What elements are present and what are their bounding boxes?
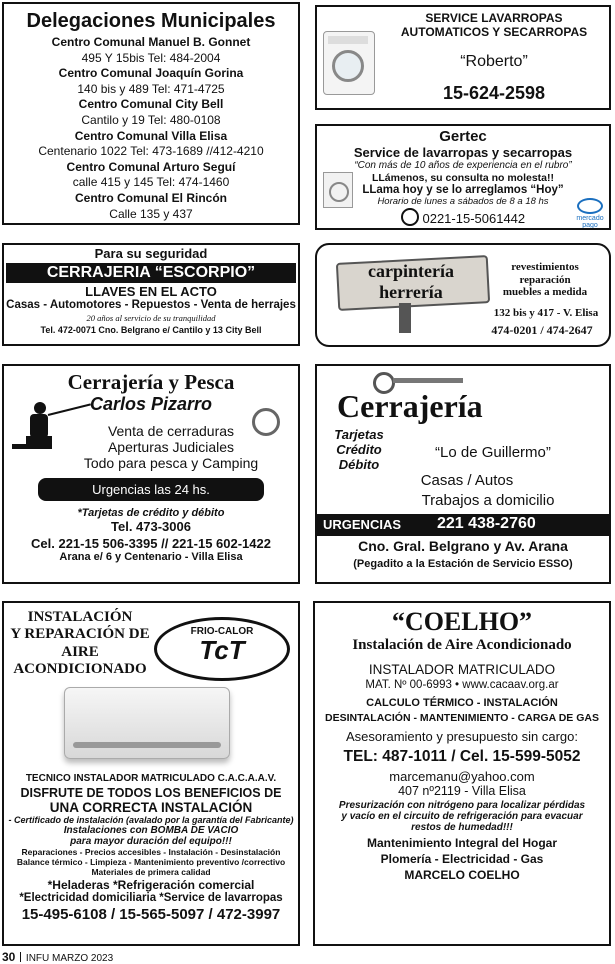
tct-line6: para mayor duración del equipo!!! <box>70 836 232 847</box>
pesca-ad <box>2 364 300 584</box>
pesca-title: Cerrajería y Pesca <box>67 370 235 394</box>
guillermo-urg-phone: 221 438-2760 <box>437 515 536 532</box>
tct-title-line: ACONDICIONADO <box>13 660 147 677</box>
guillermo-urgencias-bar <box>317 514 609 536</box>
pesca-cel: Cel. 221-15 506-3395 // 221-15 602-1422 <box>31 536 271 552</box>
gertec-tagline: “Con más de 10 años de experiencia en el rubro” <box>354 160 572 171</box>
escorpio-ad <box>2 243 300 346</box>
carpinteria-ad <box>315 243 611 347</box>
pesca-urgent: Urgencias las 24 hs. <box>38 478 264 501</box>
guillermo-cards <box>323 428 395 473</box>
guillermo-urg-label: URGENCIAS <box>323 517 402 532</box>
escorpio-line3: 20 años al servicio de su tranquilidad <box>86 313 216 323</box>
guillermo-line2: Trabajos a domicilio <box>421 492 555 509</box>
coelho-line7: Plomería - Electricidad - Gas <box>380 852 544 866</box>
lavarropas-line2: AUTOMATICOS Y SECARROPAS <box>400 24 588 39</box>
air-conditioner-icon <box>64 687 230 759</box>
pesca-service: Venta de cerraduras <box>107 423 235 439</box>
lavarropas-line1: SERVICE LAVARROPAS <box>425 11 563 25</box>
page-number: 30 <box>2 950 16 964</box>
coelho-note2: y vacío en el circuito de refrigeración para evacuar <box>341 811 583 822</box>
coelho-line2: MAT. Nº 00-6993 • www.cacaav.org.ar <box>365 679 559 691</box>
pesca-owner: Carlos Pizarro <box>89 394 213 414</box>
delegacion-name: Centro Comunal El Rincón <box>74 190 227 205</box>
keys-icon <box>252 408 280 436</box>
delegacion-detail: Calle 135 y 437 <box>109 206 193 221</box>
gertec-phone: 0221-15-5061442 <box>422 211 526 226</box>
tct-phones: 15-495-6108 / 15-565-5097 / 472-3997 <box>21 906 281 923</box>
lavarropas-name: “Roberto” <box>460 53 528 70</box>
lavarropas-phone: 15-624-2598 <box>442 83 546 103</box>
gertec-ad <box>315 124 611 230</box>
tct-logo-top: FRIO-CALOR <box>190 626 254 637</box>
guillermo-note: (Pegadito a la Estación de Servicio ESSO) <box>353 558 573 570</box>
washing-machine-icon <box>323 31 375 95</box>
guillermo-ad <box>315 364 611 584</box>
tct-line5: Instalaciones con BOMBA DE VACIO <box>63 825 239 836</box>
tct-title-line: AIRE <box>61 643 99 660</box>
guillermo-card: Débito <box>338 456 380 472</box>
coelho-email: marcemanu@yahoo.com <box>389 769 535 784</box>
keys-icon <box>373 370 463 390</box>
delegacion-detail: calle 415 y 145 Tel: 474-1460 <box>72 175 230 190</box>
page-footer <box>2 950 113 964</box>
coelho-ad <box>313 601 611 946</box>
coelho-phones: TEL: 487-1011 / Cel. 15-599-5052 <box>343 748 581 765</box>
gertec-line2: LLama hoy y se lo arreglamos “Hoy” <box>362 184 564 196</box>
guillermo-address: Cno. Gral. Belgrano y Av. Arana <box>358 538 568 554</box>
escorpio-top: Para su seguridad <box>94 246 208 261</box>
delegacion-name: Centro Comunal Villa Elisa <box>74 128 228 143</box>
coelho-line5: Asesoramiento y presupuesto sin cargo: <box>346 729 578 744</box>
carpinteria-phones: 474-0201 / 474-2647 <box>491 323 593 337</box>
tct-line1: TECNICO INSTALADOR MATRICULADO C.A.C.A.A.V. <box>25 773 277 784</box>
coelho-owner: MARCELO COELHO <box>404 868 520 882</box>
carpinteria-sign1: carpintería <box>368 261 454 281</box>
carpinteria-sign2: herrería <box>379 281 443 302</box>
delegacion-detail: Cantilo y 19 Tel: 480-0108 <box>81 112 221 127</box>
tct-title-line: INSTALACIÓN <box>27 609 133 625</box>
delegacion-name: Centro Comunal Arturo Seguí <box>66 159 236 174</box>
coelho-note1: Presurización con nitrógeno para localizar pérdidas <box>338 800 586 811</box>
coelho-subtitle: Instalación de Aire Acondicionado <box>352 637 572 653</box>
escorpio-banner: CERRAJERIA “ESCORPIO” <box>6 263 296 283</box>
carpinteria-service: revestimientos <box>511 261 579 273</box>
tct-title-line: Y REPARACIÓN DE <box>10 626 150 643</box>
guillermo-card: Crédito <box>336 441 382 457</box>
delegacion-name: Centro Comunal Joaquín Gorina <box>58 66 244 81</box>
gertec-hours: Horario de lunes a sábados de 8 a 18 hs <box>377 196 549 207</box>
tct-logo <box>154 617 290 681</box>
delegaciones-list <box>4 35 298 222</box>
pesca-service: Aperturas Judiciales <box>107 439 235 456</box>
tct-line8: Balance térmico - Limpieza - Mantenimiento preventivo /correctivo <box>16 857 286 867</box>
delegacion-name: Centro Comunal Manuel B. Gonnet <box>51 35 251 49</box>
tct-line11: *Electricidad domiciliaria *Service de lavarropas <box>19 892 283 904</box>
gertec-subtitle: Service de lavarropas y secarropas <box>353 145 573 160</box>
guillermo-card: Tarjetas <box>334 427 384 442</box>
pesca-tel: Tel. 473-3006 <box>111 519 191 535</box>
delegacion-detail: 140 bis y 489 Tel: 471-4725 <box>77 81 225 96</box>
tct-ad <box>2 601 300 946</box>
pesca-address: Arana e/ 6 y Centenario - Villa Elisa <box>59 551 243 564</box>
pesca-service: Todo para pesca y Camping <box>83 455 259 472</box>
whatsapp-icon <box>401 208 419 226</box>
tct-line3: UNA CORRECTA INSTALACIÓN <box>49 800 253 815</box>
coelho-address: 407 nº2119 - Villa Elisa <box>398 784 526 798</box>
tct-line2: DISFRUTE DE TODOS LOS BENEFICIOS DE <box>20 786 282 800</box>
coelho-line1: INSTALADOR MATRICULADO <box>368 662 556 677</box>
escorpio-line2: Casas - Automotores - Repuestos - Venta de herrajes <box>6 299 296 311</box>
gertec-title: Gertec <box>439 128 487 145</box>
tct-logo-main: TcT <box>199 635 245 665</box>
coelho-line4: DESINTALACIÓN - MANTENIMIENTO - CARGA DE GAS <box>325 712 599 724</box>
fisherman-icon <box>12 400 84 470</box>
gertec-phone-row <box>317 208 609 226</box>
carpinteria-services <box>485 261 605 299</box>
delegacion-detail: 495 Y 15bis Tel: 484-2004 <box>81 50 221 65</box>
footer-label: INFU MARZO 2023 <box>25 953 114 964</box>
delegaciones-ad <box>2 2 300 225</box>
guillermo-name: “Lo de Guillermo” <box>435 444 551 461</box>
coelho-line3: CALCULO TÉRMICO - INSTALACIÓN <box>366 697 558 709</box>
tct-line4: - Certificado de instalación (avalado por la garantía del Fabricante) <box>8 815 294 825</box>
coelho-note3: restos de humedad!!! <box>411 822 513 833</box>
gertec-washer-icon <box>323 172 353 208</box>
carpinteria-address: 132 bis y 417 - V. Elisa <box>493 307 599 319</box>
pesca-cards: *Tarjetas de crédito y débito <box>77 507 225 520</box>
carpinteria-service: muebles a medida <box>502 286 588 299</box>
lavarropas-ad <box>315 5 611 110</box>
tct-line9: Materiales de primera calidad <box>91 867 211 877</box>
tct-line7: Reparaciones - Precios accesibles - Instalación - Desinstalación <box>21 847 281 857</box>
guillermo-line1: Casas / Autos <box>420 472 514 489</box>
delegaciones-title: Delegaciones Municipales <box>26 10 276 32</box>
carpinteria-service: reparación <box>519 273 571 286</box>
sign-post <box>399 303 411 333</box>
mercadopago-logo: mercado pago <box>575 198 605 229</box>
coelho-line6: Mantenimiento Integral del Hogar <box>366 836 558 850</box>
tct-title <box>6 609 154 678</box>
tct-line10: *Heladeras *Refrigeración comercial <box>47 878 255 892</box>
coelho-title: “COELHO” <box>391 607 533 636</box>
guillermo-title: Cerrajería <box>337 388 483 424</box>
gertec-line1: LLámenos, su consulta no molesta!! <box>371 172 555 184</box>
escorpio-line1: LLAVES EN EL ACTO <box>85 284 217 299</box>
delegacion-detail: Centenario 1022 Tel: 473-1689 //412-4210 <box>38 144 264 159</box>
delegacion-name: Centro Comunal City Bell <box>78 97 224 112</box>
escorpio-line4: Tel. 472-0071 Cno. Belgrano e/ Cantilo y 13 City Bell <box>40 325 262 335</box>
